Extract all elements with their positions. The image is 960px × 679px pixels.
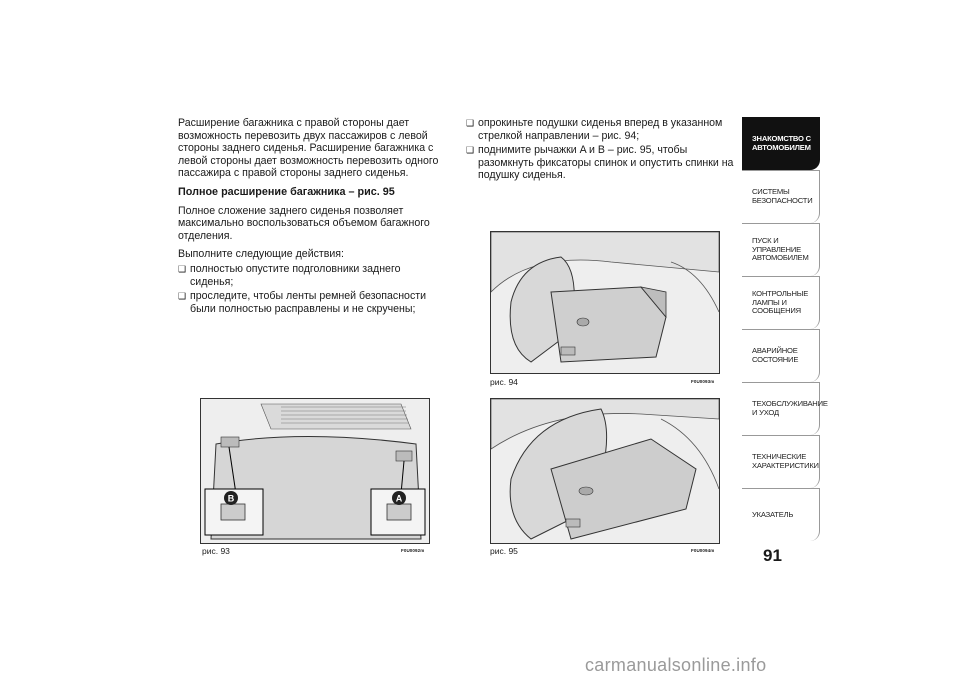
label-a: A bbox=[395, 493, 403, 504]
rear-seat-illustration bbox=[201, 399, 429, 543]
tab-label: СИСТЕМЫ БЕЗОПАСНОСТИ bbox=[752, 187, 813, 205]
watermark: carmanualsonline.info bbox=[585, 655, 767, 675]
figure-94-caption: рис. 94 bbox=[490, 377, 518, 387]
tab-tekhnicheskie[interactable] bbox=[742, 435, 820, 488]
tab-label: ПУСК И УПРАВЛЕНИЕ АВТОМОБИЛЕМ bbox=[752, 236, 809, 263]
section-heading: Полное расширение багажника – рис. 95 bbox=[178, 185, 395, 198]
intro-paragraph: Расширение багажника с правой стороны дает возможность перевозить двух пассажиров с левой стороны заднего сиденья. Расширение багажника с левой стороны дает возможность перевозить одного пассажира с правой стороны заднего сиденья. bbox=[178, 117, 439, 180]
folded-backrest-illustration bbox=[491, 399, 719, 543]
list-item: ❑ поднимите рычажки A и B – рис. 95, чтобы разомкнуть фиксаторы спинок и опустить спинки на подушку сиденья. bbox=[466, 144, 738, 182]
figure-93-caption: рис. 93 bbox=[202, 546, 230, 556]
figure-95-code: F0U0094m bbox=[691, 548, 715, 553]
chapter-tabs bbox=[742, 117, 828, 541]
folded-seat-illustration bbox=[491, 232, 719, 373]
figure-95-caption: рис. 95 bbox=[490, 546, 518, 556]
tab-label: УКАЗАТЕЛЬ bbox=[752, 509, 794, 519]
tab-label: ЗНАКОМСТВО С АВТОМОБИЛЕМ bbox=[752, 134, 811, 152]
figure-94-image bbox=[490, 231, 720, 374]
list-item: ❑ полностью опустите подголовники заднего сиденья; bbox=[178, 263, 443, 288]
right-bullet-list bbox=[466, 117, 738, 182]
right-text-column bbox=[466, 117, 738, 184]
page-number: 91 bbox=[763, 546, 782, 565]
figure-95-image bbox=[490, 398, 720, 544]
list-item: ❑ опрокиньте подушки сиденья вперед в указанном стрелкой направлении – рис. 94; bbox=[466, 117, 738, 142]
left-bullet-list bbox=[178, 263, 443, 315]
tab-znakomstvo[interactable] bbox=[742, 117, 820, 170]
tab-sistemy-bezopasnosti[interactable] bbox=[742, 170, 820, 223]
tab-pusk-i-upravlenie[interactable] bbox=[742, 223, 820, 276]
tab-ukazatel[interactable] bbox=[742, 488, 820, 541]
label-b: B bbox=[227, 493, 235, 504]
tab-avariynoe[interactable] bbox=[742, 329, 820, 382]
figure-93-code: F0U0092m bbox=[401, 548, 425, 553]
tab-kontrolnye-lampy[interactable] bbox=[742, 276, 820, 329]
steps-intro: Выполните следующие действия: bbox=[178, 248, 344, 261]
tab-tekhobsluzhivanie[interactable] bbox=[742, 382, 828, 435]
tab-label: КОНТРОЛЬНЫЕ ЛАМПЫ И СООБЩЕНИЯ bbox=[752, 289, 809, 316]
body-paragraph: Полное сложение заднего сиденья позволяет максимально воспользоваться объемом багажного отделения. bbox=[178, 204, 430, 242]
left-text-column bbox=[178, 117, 443, 317]
tab-label: ТЕХОБСЛУЖИВАНИЕ И УХОД bbox=[752, 399, 828, 417]
figure-93-image bbox=[200, 398, 430, 544]
tab-label: ТЕХНИЧЕСКИЕ ХАРАКТЕРИСТИКИ bbox=[752, 452, 819, 470]
tab-label: АВАРИЙНОЕ СОСТОЯНИЕ bbox=[752, 346, 799, 364]
figure-94-code: F0U0093m bbox=[691, 379, 715, 384]
list-item: ❑ проследите, чтобы ленты ремней безопасности были полностью расправлены и не скручены; bbox=[178, 290, 443, 315]
